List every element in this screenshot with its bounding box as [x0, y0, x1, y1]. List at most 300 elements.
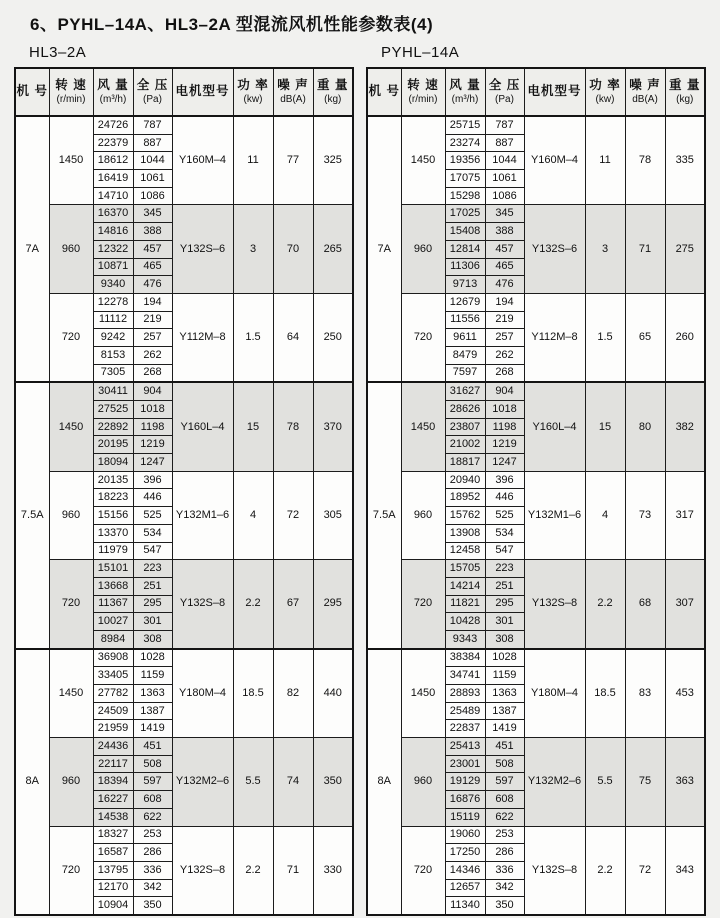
cell-noise: 64 [273, 293, 313, 382]
cell-flow: 20195 [93, 436, 133, 454]
cell-pressure: 1419 [133, 720, 172, 738]
cell-pressure: 1044 [133, 152, 172, 170]
cell-pressure: 476 [133, 276, 172, 294]
cell-noise: 68 [625, 560, 665, 649]
cell-power: 4 [233, 471, 273, 559]
cell-pressure: 1044 [485, 152, 524, 170]
cell-flow: 18327 [93, 826, 133, 844]
header-speed: 转 速 (r/min) [49, 68, 93, 116]
cell-flow: 10904 [93, 897, 133, 915]
cell-flow: 30411 [93, 382, 133, 400]
cell-pressure: 547 [133, 542, 172, 560]
cell-flow: 11979 [93, 542, 133, 560]
cell-flow: 11112 [93, 311, 133, 329]
cell-power: 18.5 [585, 649, 625, 738]
header-pressure: 全 压 (Pa) [133, 68, 172, 116]
cell-flow: 11367 [93, 595, 133, 613]
table-row [367, 293, 705, 311]
cell-flow: 22379 [93, 134, 133, 152]
table-row [15, 382, 353, 400]
cell-pressure: 476 [485, 276, 524, 294]
header-row [15, 68, 353, 116]
cell-noise: 75 [625, 738, 665, 826]
cell-flow: 15156 [93, 507, 133, 525]
cell-noise: 71 [625, 205, 665, 293]
cell-flow: 18612 [93, 152, 133, 170]
header-pressure: 全 压 (Pa) [485, 68, 524, 116]
cell-pressure: 219 [133, 311, 172, 329]
cell-power: 5.5 [233, 738, 273, 826]
header-motor: 电机型号 [524, 68, 585, 116]
cell-power: 2.2 [585, 560, 625, 649]
cell-flow: 9713 [445, 276, 485, 294]
cell-pressure: 597 [485, 773, 524, 791]
cell-flow: 13795 [93, 861, 133, 879]
cell-motor: Y132M1–6 [172, 471, 233, 559]
cell-speed: 960 [49, 205, 93, 293]
cell-flow: 9611 [445, 329, 485, 347]
cell-motor: Y132S–6 [524, 205, 585, 293]
table-row [15, 738, 353, 756]
cell-pressure: 451 [485, 738, 524, 756]
cell-pressure: 223 [485, 560, 524, 578]
cell-power: 1.5 [233, 293, 273, 382]
cell-power: 3 [585, 205, 625, 293]
cell-flow: 34741 [445, 667, 485, 685]
cell-flow: 15762 [445, 507, 485, 525]
cell-noise: 72 [273, 471, 313, 559]
cell-flow: 23001 [445, 755, 485, 773]
cell-flow: 7305 [93, 364, 133, 382]
table-host-hl3-2a [14, 67, 354, 916]
cell-pressure: 396 [133, 471, 172, 489]
cell-machine: 8A [15, 649, 49, 915]
header-flow: 风 量 (m³/h) [445, 68, 485, 116]
cell-flow: 16227 [93, 791, 133, 809]
cell-pressure: 1198 [133, 418, 172, 436]
cell-flow: 11821 [445, 595, 485, 613]
cell-pressure: 295 [133, 595, 172, 613]
cell-flow: 7597 [445, 364, 485, 382]
cell-speed: 960 [49, 738, 93, 826]
cell-speed: 1450 [401, 116, 445, 205]
cell-speed: 1450 [401, 649, 445, 738]
cell-pressure: 1247 [485, 454, 524, 472]
header-power: 功 率 (kw) [585, 68, 625, 116]
cell-power: 11 [233, 116, 273, 205]
cell-motor: Y132S–8 [524, 826, 585, 915]
cell-speed: 720 [401, 826, 445, 915]
cell-pressure: 1247 [133, 454, 172, 472]
table-row [367, 560, 705, 578]
cell-pressure: 446 [133, 489, 172, 507]
cell-pressure: 1363 [485, 685, 524, 703]
cell-speed: 720 [49, 560, 93, 649]
table-row [367, 205, 705, 223]
cell-flow: 13370 [93, 524, 133, 542]
cell-flow: 36908 [93, 649, 133, 667]
cell-pressure: 286 [485, 844, 524, 862]
cell-flow: 22117 [93, 755, 133, 773]
cell-flow: 15298 [445, 187, 485, 205]
cell-pressure: 345 [133, 205, 172, 223]
cell-pressure: 342 [485, 879, 524, 897]
table-section-hl3-2a [14, 44, 354, 916]
cell-pressure: 508 [133, 755, 172, 773]
cell-flow: 22837 [445, 720, 485, 738]
cell-flow: 18223 [93, 489, 133, 507]
cell-flow: 11340 [445, 897, 485, 915]
cell-flow: 19129 [445, 773, 485, 791]
cell-flow: 11306 [445, 258, 485, 276]
cell-flow: 23807 [445, 418, 485, 436]
cell-noise: 80 [625, 382, 665, 471]
cell-pressure: 1419 [485, 720, 524, 738]
cell-power: 11 [585, 116, 625, 205]
cell-pressure: 396 [485, 471, 524, 489]
cell-motor: Y160L–4 [524, 382, 585, 471]
cell-flow: 25715 [445, 116, 485, 134]
cell-weight: 325 [313, 116, 353, 205]
cell-flow: 9343 [445, 630, 485, 648]
table-row [367, 382, 705, 400]
cell-flow: 12322 [93, 240, 133, 258]
cell-flow: 12657 [445, 879, 485, 897]
cell-pressure: 1061 [133, 170, 172, 188]
cell-pressure: 547 [485, 542, 524, 560]
cell-noise: 77 [273, 116, 313, 205]
cell-flow: 27782 [93, 685, 133, 703]
cell-flow: 24509 [93, 702, 133, 720]
cell-flow: 28626 [445, 401, 485, 419]
cell-pressure: 388 [133, 223, 172, 241]
cell-pressure: 194 [133, 293, 172, 311]
cell-machine: 7.5A [15, 382, 49, 648]
cell-pressure: 1159 [485, 667, 524, 685]
cell-flow: 14816 [93, 223, 133, 241]
table-row [367, 649, 705, 667]
cell-flow: 20135 [93, 471, 133, 489]
cell-flow: 18952 [445, 489, 485, 507]
cell-noise: 72 [625, 826, 665, 915]
cell-noise: 74 [273, 738, 313, 826]
cell-motor: Y132S–6 [172, 205, 233, 293]
cell-flow: 12278 [93, 293, 133, 311]
cell-flow: 14346 [445, 861, 485, 879]
cell-flow: 9242 [93, 329, 133, 347]
cell-pressure: 904 [133, 382, 172, 400]
cell-pressure: 350 [485, 897, 524, 915]
cell-machine: 7.5A [367, 382, 401, 648]
table-row [367, 116, 705, 134]
cell-pressure: 1219 [485, 436, 524, 454]
table-row [15, 560, 353, 578]
cell-flow: 16876 [445, 791, 485, 809]
cell-pressure: 1086 [485, 187, 524, 205]
cell-power: 4 [585, 471, 625, 559]
header-power: 功 率 (kw) [233, 68, 273, 116]
table-section-pyhl-14a [366, 44, 706, 916]
cell-pressure: 887 [485, 134, 524, 152]
cell-power: 18.5 [233, 649, 273, 738]
cell-weight: 330 [313, 826, 353, 915]
page-title: 6、PYHL–14A、HL3–2A 型混流风机性能参数表(4) [30, 15, 434, 34]
performance-table-pyhl-14a [366, 67, 706, 916]
cell-speed: 960 [401, 471, 445, 559]
cell-pressure: 251 [133, 577, 172, 595]
cell-pressure: 336 [133, 861, 172, 879]
cell-pressure: 219 [485, 311, 524, 329]
table-label-pyhl-14a: PYHL–14A [381, 44, 460, 61]
cell-pressure: 1086 [133, 187, 172, 205]
cell-pressure: 262 [485, 346, 524, 364]
cell-flow: 25489 [445, 702, 485, 720]
table-row [367, 826, 705, 844]
cell-flow: 16587 [93, 844, 133, 862]
cell-pressure: 1018 [133, 401, 172, 419]
header-weight: 重 量 (kg) [665, 68, 705, 116]
cell-noise: 73 [625, 471, 665, 559]
cell-pressure: 525 [133, 507, 172, 525]
cell-flow: 11556 [445, 311, 485, 329]
cell-flow: 9340 [93, 276, 133, 294]
cell-pressure: 350 [133, 897, 172, 915]
cell-pressure: 308 [133, 630, 172, 648]
cell-weight: 260 [665, 293, 705, 382]
cell-machine: 7A [367, 116, 401, 382]
cell-flow: 21002 [445, 436, 485, 454]
cell-speed: 1450 [49, 649, 93, 738]
cell-pressure: 1198 [485, 418, 524, 436]
cell-flow: 19060 [445, 826, 485, 844]
cell-pressure: 787 [485, 116, 524, 134]
cell-flow: 8479 [445, 346, 485, 364]
cell-pressure: 1018 [485, 401, 524, 419]
cell-pressure: 622 [485, 808, 524, 826]
cell-weight: 370 [313, 382, 353, 471]
cell-flow: 8153 [93, 346, 133, 364]
cell-pressure: 342 [133, 879, 172, 897]
cell-flow: 17075 [445, 170, 485, 188]
cell-pressure: 904 [485, 382, 524, 400]
cell-weight: 335 [665, 116, 705, 205]
cell-pressure: 262 [133, 346, 172, 364]
cell-weight: 382 [665, 382, 705, 471]
cell-flow: 22892 [93, 418, 133, 436]
cell-power: 5.5 [585, 738, 625, 826]
cell-pressure: 301 [133, 613, 172, 631]
cell-pressure: 451 [133, 738, 172, 756]
header-noise: 噪 声 dB(A) [625, 68, 665, 116]
cell-pressure: 345 [485, 205, 524, 223]
table-row [15, 649, 353, 667]
cell-noise: 78 [625, 116, 665, 205]
cell-pressure: 457 [485, 240, 524, 258]
cell-motor: Y180M–4 [524, 649, 585, 738]
cell-speed: 1450 [49, 116, 93, 205]
header-flow: 风 量 (m³/h) [93, 68, 133, 116]
table-row [15, 471, 353, 489]
cell-speed: 720 [49, 826, 93, 915]
cell-pressure: 286 [133, 844, 172, 862]
cell-weight: 275 [665, 205, 705, 293]
cell-pressure: 295 [485, 595, 524, 613]
cell-pressure: 1219 [133, 436, 172, 454]
cell-pressure: 223 [133, 560, 172, 578]
cell-pressure: 622 [133, 808, 172, 826]
cell-power: 15 [233, 382, 273, 471]
cell-flow: 24726 [93, 116, 133, 134]
cell-pressure: 508 [485, 755, 524, 773]
cell-pressure: 457 [133, 240, 172, 258]
cell-flow: 38384 [445, 649, 485, 667]
cell-pressure: 194 [485, 293, 524, 311]
cell-weight: 305 [313, 471, 353, 559]
cell-pressure: 608 [133, 791, 172, 809]
cell-pressure: 257 [485, 329, 524, 347]
cell-flow: 14538 [93, 808, 133, 826]
cell-motor: Y132M1–6 [524, 471, 585, 559]
cell-noise: 70 [273, 205, 313, 293]
header-row [367, 68, 705, 116]
cell-weight: 307 [665, 560, 705, 649]
cell-flow: 24436 [93, 738, 133, 756]
cell-pressure: 301 [485, 613, 524, 631]
cell-speed: 720 [49, 293, 93, 382]
table-row [15, 116, 353, 134]
cell-flow: 25413 [445, 738, 485, 756]
cell-pressure: 251 [485, 577, 524, 595]
cell-flow: 18817 [445, 454, 485, 472]
cell-flow: 27525 [93, 401, 133, 419]
cell-machine: 7A [15, 116, 49, 382]
cell-speed: 1450 [401, 382, 445, 471]
cell-pressure: 465 [133, 258, 172, 276]
cell-pressure: 308 [485, 630, 524, 648]
cell-flow: 14710 [93, 187, 133, 205]
cell-flow: 18094 [93, 454, 133, 472]
tables-row [14, 44, 720, 916]
cell-power: 15 [585, 382, 625, 471]
cell-pressure: 608 [485, 791, 524, 809]
header-machine: 机 号 [15, 68, 49, 116]
header-noise: 噪 声 dB(A) [273, 68, 313, 116]
cell-pressure: 1363 [133, 685, 172, 703]
cell-noise: 83 [625, 649, 665, 738]
cell-speed: 960 [49, 471, 93, 559]
table-row [15, 293, 353, 311]
cell-pressure: 525 [485, 507, 524, 525]
cell-noise: 67 [273, 560, 313, 649]
cell-pressure: 534 [133, 524, 172, 542]
cell-motor: Y132M2–6 [524, 738, 585, 826]
cell-weight: 295 [313, 560, 353, 649]
cell-flow: 8984 [93, 630, 133, 648]
cell-power: 1.5 [585, 293, 625, 382]
table-row [15, 205, 353, 223]
cell-flow: 31627 [445, 382, 485, 400]
cell-speed: 960 [401, 738, 445, 826]
cell-flow: 17250 [445, 844, 485, 862]
cell-motor: Y132S–8 [524, 560, 585, 649]
cell-pressure: 465 [485, 258, 524, 276]
cell-weight: 363 [665, 738, 705, 826]
cell-weight: 440 [313, 649, 353, 738]
cell-weight: 250 [313, 293, 353, 382]
cell-machine: 8A [367, 649, 401, 915]
table-row [367, 738, 705, 756]
cell-pressure: 534 [485, 524, 524, 542]
cell-flow: 33405 [93, 667, 133, 685]
cell-motor: Y132M2–6 [172, 738, 233, 826]
cell-flow: 10027 [93, 613, 133, 631]
cell-motor: Y132S–8 [172, 826, 233, 915]
cell-weight: 317 [665, 471, 705, 559]
header-machine: 机 号 [367, 68, 401, 116]
cell-flow: 19356 [445, 152, 485, 170]
cell-flow: 16370 [93, 205, 133, 223]
cell-weight: 453 [665, 649, 705, 738]
cell-motor: Y160M–4 [524, 116, 585, 205]
cell-noise: 78 [273, 382, 313, 471]
cell-power: 2.2 [233, 560, 273, 649]
cell-pressure: 257 [133, 329, 172, 347]
cell-flow: 15705 [445, 560, 485, 578]
cell-flow: 12814 [445, 240, 485, 258]
cell-flow: 14214 [445, 577, 485, 595]
cell-flow: 23274 [445, 134, 485, 152]
cell-flow: 15119 [445, 808, 485, 826]
cell-flow: 16419 [93, 170, 133, 188]
cell-flow: 10871 [93, 258, 133, 276]
cell-power: 2.2 [585, 826, 625, 915]
cell-pressure: 388 [485, 223, 524, 241]
cell-noise: 71 [273, 826, 313, 915]
table-host-pyhl-14a [366, 67, 706, 916]
performance-table-hl3-2a [14, 67, 354, 916]
cell-speed: 960 [401, 205, 445, 293]
cell-flow: 10428 [445, 613, 485, 631]
cell-pressure: 268 [485, 364, 524, 382]
cell-pressure: 268 [133, 364, 172, 382]
cell-flow: 12679 [445, 293, 485, 311]
cell-flow: 15408 [445, 223, 485, 241]
cell-weight: 343 [665, 826, 705, 915]
cell-pressure: 336 [485, 861, 524, 879]
table-row [15, 826, 353, 844]
cell-speed: 1450 [49, 382, 93, 471]
header-weight: 重 量 (kg) [313, 68, 353, 116]
cell-motor: Y160L–4 [172, 382, 233, 471]
cell-motor: Y160M–4 [172, 116, 233, 205]
cell-pressure: 1387 [133, 702, 172, 720]
cell-pressure: 1028 [133, 649, 172, 667]
cell-motor: Y112M–8 [172, 293, 233, 382]
cell-noise: 82 [273, 649, 313, 738]
table-row [367, 471, 705, 489]
cell-weight: 265 [313, 205, 353, 293]
cell-noise: 65 [625, 293, 665, 382]
cell-flow: 28893 [445, 685, 485, 703]
cell-pressure: 787 [133, 116, 172, 134]
cell-power: 3 [233, 205, 273, 293]
cell-pressure: 1159 [133, 667, 172, 685]
cell-pressure: 253 [133, 826, 172, 844]
header-speed: 转 速 (r/min) [401, 68, 445, 116]
cell-pressure: 253 [485, 826, 524, 844]
cell-motor: Y132S–8 [172, 560, 233, 649]
cell-flow: 12458 [445, 542, 485, 560]
